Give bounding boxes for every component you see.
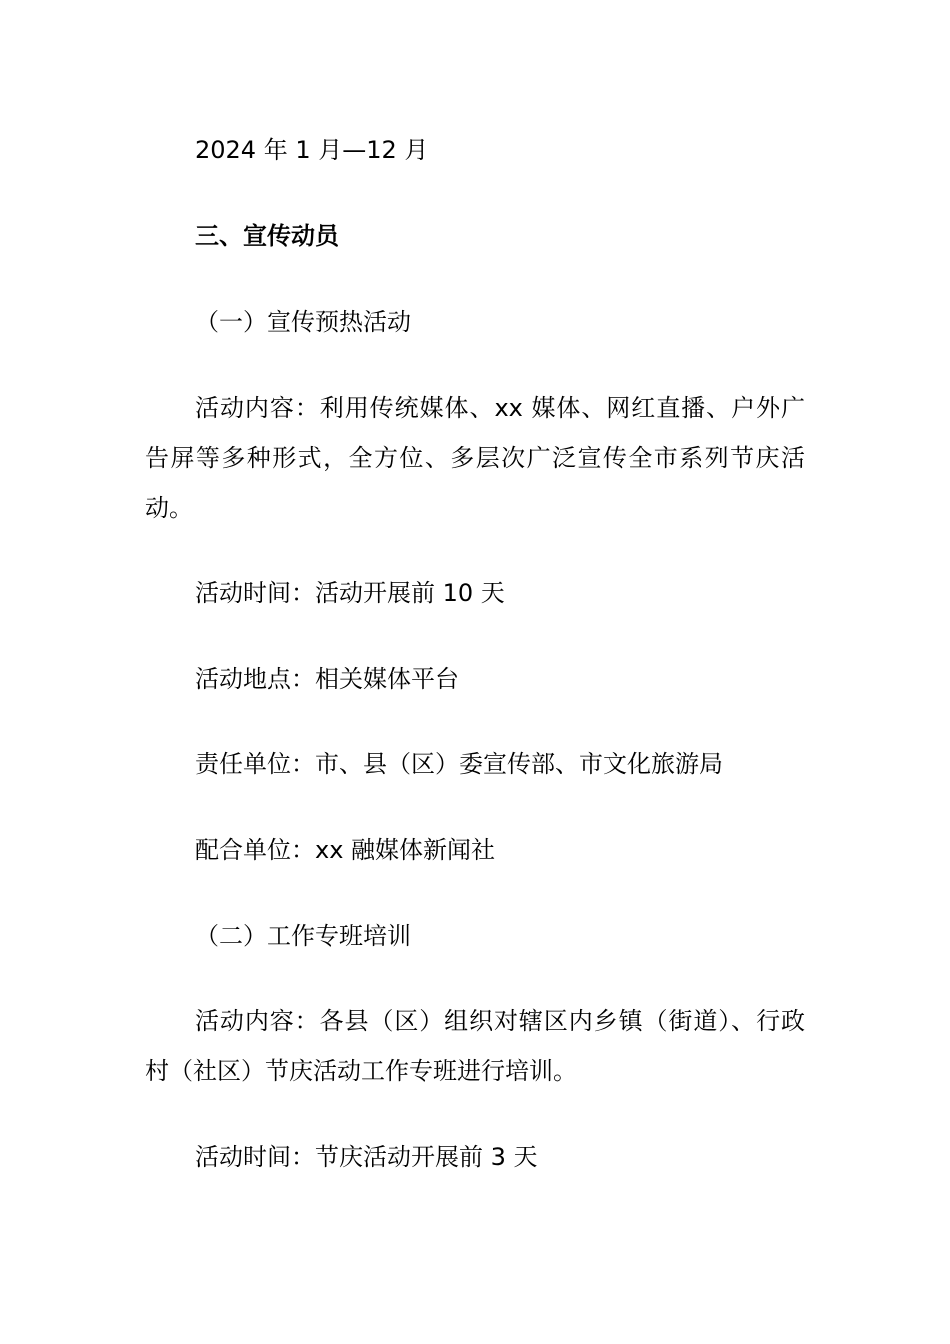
activity-time-2: 活动时间：节庆活动开展前 3 天 (195, 1143, 538, 1171)
section-title: 三、宣传动员 (195, 222, 339, 250)
activity-time-1: 活动时间：活动开展前 10 天 (195, 579, 505, 607)
activity-content-2: 活动内容：各县（区）组织对辖区内乡镇（街道）、行政村（社区）节庆活动工作专班进行培训。 (145, 1007, 805, 1085)
activity-location-1: 活动地点：相关媒体平台 (195, 665, 459, 693)
date-range: 2024 年 1 月—12 月 (195, 136, 429, 164)
subsection-heading-1: （一）宣传预热活动 (195, 308, 411, 336)
cooperating-unit-1: 配合单位：xx 融媒体新闻社 (195, 836, 496, 864)
responsible-unit-1: 责任单位：市、县（区）委宣传部、市文化旅游局 (195, 750, 723, 778)
subsection-heading-2: （二）工作专班培训 (195, 922, 411, 950)
activity-content-1: 活动内容：利用传统媒体、xx 媒体、网红直播、户外广告屏等多种形式，全方位、多层次广泛宣传全市系列节庆活动。 (145, 394, 805, 522)
